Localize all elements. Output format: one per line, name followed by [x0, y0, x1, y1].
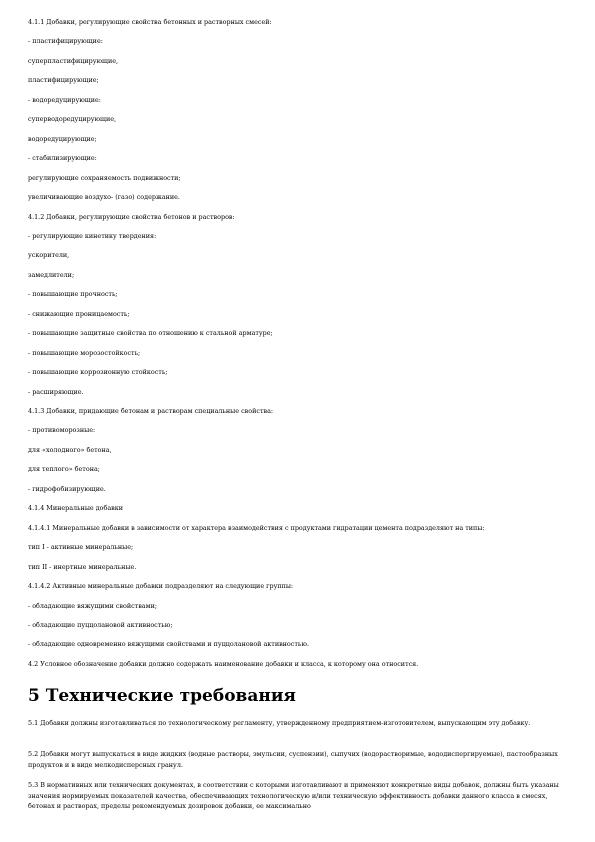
list-line: 4.1.3 Добавки, придающие бетонам и растворам специальные свойства:	[28, 407, 274, 415]
list-line: пластифицирующие;	[28, 76, 99, 85]
list-line: суперпластифицирующие,	[28, 56, 119, 65]
list-line: - повышающие прочность;	[28, 290, 118, 299]
list-line: 4.1.4.2 Активные минеральные добавки подразделяют на следующие группы:	[28, 582, 294, 591]
list-line: водоредуцирующие;	[28, 134, 97, 143]
list-line: для «холодного» бетона,	[28, 445, 112, 454]
list-line: - обладающие одновременно вяжущими свойствами и пуццолановой активностью.	[28, 640, 309, 649]
list-line: тип II - инертные минеральные.	[28, 562, 137, 571]
list-line: регулирующие сохраняемость подвижности;	[28, 173, 181, 182]
list-line: - обладающие пуццолановой активностью;	[28, 620, 173, 629]
list-line: 4.1.1 Добавки, регулирующие свойства бетонных и растворных смесей:	[28, 18, 272, 26]
list-line: - водоредуцирующие:	[28, 95, 101, 104]
list-line: - регулирующие кинетику твердения:	[28, 231, 157, 240]
list-line: 4.1.2 Добавки, регулирующие свойства бетонов и растворов:	[28, 212, 235, 221]
list-line: - пластифицирующие:	[28, 37, 103, 46]
list-line: 4.1.4 Минеральные добавки	[28, 504, 124, 513]
list-line: - расширяющие.	[28, 387, 84, 396]
section-heading: 5 Технические требования	[28, 686, 296, 706]
paragraph: 5.2 Добавки могут выпускаться в виде жидких (водные растворы, эмульсии, суспензии), сыпучих (водорастворимые, вододиспергируемые), пастообразных продуктов и в виде мелкодисперсных гранул.	[28, 750, 558, 769]
list-line: тип I - активные минеральные;	[28, 543, 134, 552]
list-line: ускорители,	[28, 251, 70, 260]
list-line: - обладающие вяжущими свойствами;	[28, 601, 157, 610]
list-line: - повышающие морозостойкость;	[28, 348, 141, 357]
list-line: 4.2 Условное обозначение добавки должно содержать наименование добавки и класса, к которому она относится.	[28, 659, 419, 668]
list-line: - повышающие коррозионную стойкость;	[28, 368, 168, 377]
list-line: 4.1.4.1 Минеральные добавки в зависимости от характера взаимодействия с продуктами гидратации цемента подразделяют на типы:	[28, 523, 485, 532]
list-line: - стабилизирующие:	[28, 154, 97, 163]
list-line: - противоморозные:	[28, 426, 96, 435]
list-line: для теплого» бетона;	[28, 465, 100, 474]
list-line: увеличивающие воздухо- (газо) содержание.	[28, 193, 180, 202]
list-line: замедлители;	[28, 270, 75, 279]
list-line: - гидрофобизирующие.	[28, 484, 106, 493]
list-line: суперводоредуцирующие,	[28, 115, 117, 124]
list-line: - снижающие проницаемость;	[28, 309, 130, 318]
paragraph: 5.1 Добавки должны изготавливаться по технологическому регламенту, утвержденному предприятием-изготовителем, выпускающим эту добавку.	[28, 719, 531, 727]
list-line: - повышающие защитные свойства по отношению к стальной арматуре;	[28, 329, 273, 338]
paragraph: 5.3 В нормативных или технических документах, в соответствии с которыми изготавливают и применяют конкретные виды добавок, должны быть указаны значения нормируемых показателей качества, обеспечивающих технологическую и/или техническую эффективность добавки данного класса в смесях, бетонах и растворах, пределы рекомендуемых дозировок добавки, ее максимально	[28, 781, 559, 810]
